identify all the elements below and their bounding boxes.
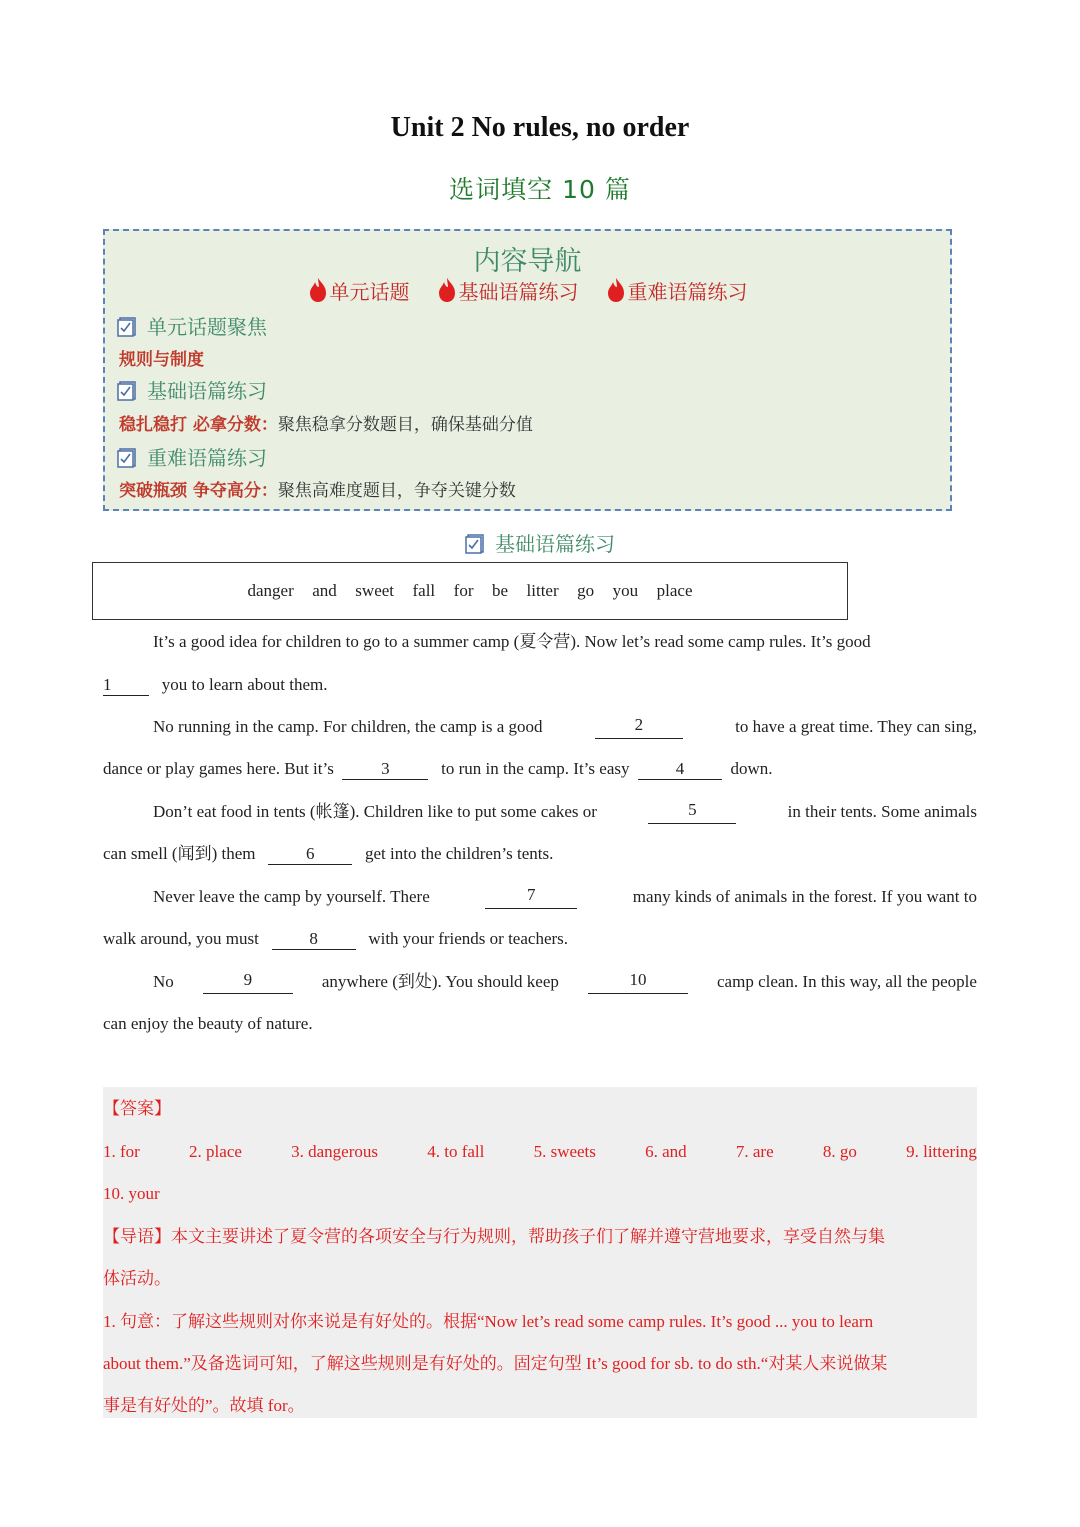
passage-line-2: 1 you to learn about them. bbox=[103, 675, 328, 694]
hard-description: 突破瓶颈 争夺高分：聚焦高难度题目，争夺关键分数 bbox=[119, 481, 516, 501]
answer-item: 5. sweets bbox=[533, 1142, 596, 1161]
nav-title: 内容导航 bbox=[473, 246, 582, 277]
blank-3[interactable]: 3 bbox=[342, 759, 428, 780]
answer-item: 1. for bbox=[103, 1142, 140, 1161]
nav-link-hard-practice[interactable]: 重难语篇练习 bbox=[606, 276, 748, 305]
basic-description: 稳扎稳打 必拿分数：聚焦稳拿分数题目，确保基础分值 bbox=[119, 415, 533, 435]
passage-line-7: Never leave the camp by yourself. There 7 many kinds of animals in the forest. If you want to bbox=[153, 885, 977, 909]
explanation-line-3: 事是有好处的”。故填 for。 bbox=[103, 1396, 305, 1415]
passage-line-9: No 9 anywhere (到处). You should keep 10 camp clean. In this way, all the people bbox=[153, 970, 977, 994]
checklist-icon bbox=[117, 448, 137, 468]
blank-8[interactable]: 8 bbox=[272, 929, 356, 950]
answer-box bbox=[103, 1087, 977, 1418]
flame-icon bbox=[606, 277, 626, 303]
content-navigation-box bbox=[103, 229, 952, 511]
flame-icon bbox=[437, 277, 457, 303]
blank-4[interactable]: 4 bbox=[638, 759, 722, 780]
answer-item: 2. place bbox=[189, 1142, 242, 1161]
passage-line-4: dance or play games here. But it’s 3 to run in the camp. It’s easy 4 down. bbox=[103, 759, 773, 778]
guide-line-1: 【导语】本文主要讲述了夏令营的各项安全与行为规则，帮助孩子们了解并遵守营地要求，享受自然与集 bbox=[103, 1227, 885, 1246]
blank-9[interactable]: 9 bbox=[203, 970, 293, 994]
nav-links bbox=[105, 276, 950, 305]
answer-item: 6. and bbox=[645, 1142, 687, 1161]
document-title: Unit 2 No rules, no order bbox=[390, 112, 690, 143]
section-heading-unit-topic: 单元话题聚焦 bbox=[117, 311, 267, 340]
section-heading-basic: 基础语篇练习 bbox=[117, 375, 267, 404]
word-bank: danger and sweet fall for be litter go you place bbox=[92, 562, 848, 620]
blank-2[interactable]: 2 bbox=[595, 715, 683, 739]
section-title-basic: 基础语篇练习 bbox=[0, 528, 1080, 557]
explanation-line-2: about them.”及备选词可知，了解这些规则是有好处的。固定句型 It’s good for sb. to do sth.“对某人来说做某 bbox=[103, 1354, 888, 1373]
flame-icon bbox=[308, 277, 328, 303]
explanation-line-1: 1. 句意：了解这些规则对你来说是有好处的。根据“Now let’s read some camp rules. It’s good ... you to learn bbox=[103, 1312, 874, 1331]
blank-10[interactable]: 10 bbox=[588, 970, 688, 994]
answer-item: 4. to fall bbox=[427, 1142, 485, 1161]
nav-link-basic-practice[interactable]: 基础语篇练习 bbox=[437, 276, 579, 305]
document-subtitle: 选词填空 10 篇 bbox=[449, 175, 631, 204]
blank-5[interactable]: 5 bbox=[648, 800, 736, 824]
unit-topic-text: 规则与制度 bbox=[119, 350, 204, 370]
blank-6[interactable]: 6 bbox=[268, 844, 352, 865]
answer-label: 【答案】 bbox=[103, 1099, 171, 1118]
passage-line-5: Don’t eat food in tents (帐篷). Children like to put some cakes or 5 in their tents. Some animals bbox=[153, 800, 977, 824]
answer-item: 3. dangerous bbox=[291, 1142, 378, 1161]
answer-list bbox=[103, 1140, 977, 1164]
answer-item: 7. are bbox=[735, 1142, 774, 1161]
blank-7[interactable]: 7 bbox=[485, 885, 577, 909]
section-heading-hard: 重难语篇练习 bbox=[117, 442, 267, 471]
checklist-icon bbox=[117, 381, 137, 401]
blank-1[interactable]: 1 bbox=[103, 675, 149, 696]
passage-line-10: can enjoy the beauty of nature. bbox=[103, 1014, 313, 1033]
answer-item: 8. go bbox=[822, 1142, 857, 1161]
passage-line-3: No running in the camp. For children, the camp is a good 2 to have a great time. They can sing, bbox=[153, 715, 977, 739]
answer-item: 9. littering bbox=[906, 1142, 977, 1161]
nav-link-unit-topic[interactable]: 单元话题 bbox=[308, 276, 410, 305]
passage-line-6: can smell (闻到) them 6 get into the children’s tents. bbox=[103, 844, 554, 863]
checklist-icon bbox=[117, 317, 137, 337]
guide-line-2: 体活动。 bbox=[103, 1269, 171, 1288]
passage-line-1: It’s a good idea for children to go to a summer camp (夏令营). Now let’s read some camp rules. It’s good bbox=[153, 632, 871, 651]
passage-line-8: walk around, you must 8 with your friends or teachers. bbox=[103, 929, 569, 948]
answer-item-10: 10. your bbox=[103, 1184, 160, 1203]
checklist-icon bbox=[465, 534, 485, 554]
